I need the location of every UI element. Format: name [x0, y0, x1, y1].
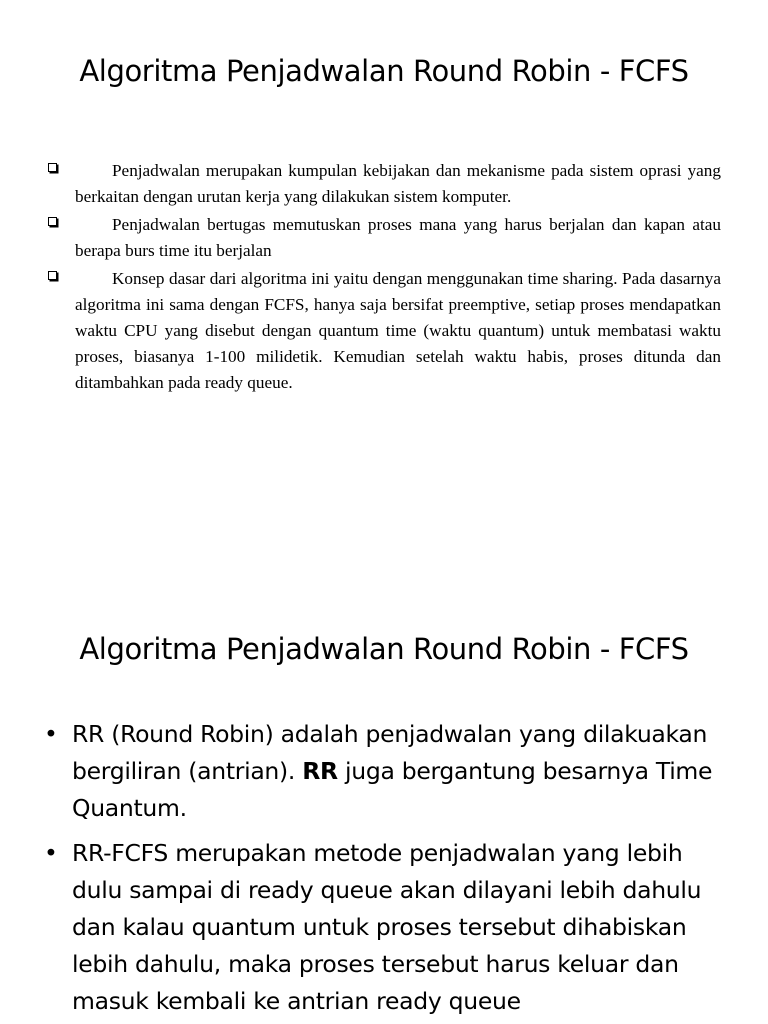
list-item-text: Penjadwalan merupakan kumpulan kebijakan dan mekanisme pada sistem oprasi yang berkaitan dengan urutan kerja yang dilakukan sistem komputer.: [75, 161, 721, 206]
list-item-text-before: RR (Round Robin) adalah penjadwalan yang dilakuakan bergiliran (antrian).: [72, 720, 708, 785]
list-item-text: Konsep dasar dari algoritma ini yaitu dengan menggunakan time sharing. Pada dasarnya algoritma ini sama dengan FCFS, hanya saja bersifat preemptive, setiap proses mendapatkan waktu CPU yang disebut dengan quantum time (waktu quantum) untuk membatasi waktu proses, biasanya 1-100 milidetik. Kemudian setelah waktu habis, proses ditunda dan ditambahkan pada ready queue.: [75, 269, 721, 392]
list-item: [44, 716, 734, 827]
slide-2-bullet-list: [44, 716, 734, 1024]
slide-2-title: Algoritma Penjadwalan Round Robin - FCFS: [79, 632, 689, 666]
slide-2: [0, 576, 768, 1024]
list-item-bold-text: RR: [302, 757, 338, 785]
slide-1-title: Algoritma Penjadwalan Round Robin - FCFS: [79, 54, 689, 88]
hollow-square-bullet-icon: [48, 217, 57, 226]
hollow-square-bullet-icon: [48, 163, 57, 172]
hollow-square-bullet-icon: [48, 271, 57, 280]
list-item-text: RR-FCFS merupakan metode penjadwalan yang lebih dulu sampai di ready queue akan dilayani lebih dahulu dan kalau quantum untuk proses tersebut dihabiskan lebih dahulu, maka proses tersebut harus keluar dan masuk kembali ke antrian ready queue: [72, 839, 702, 1015]
list-item-text-after: juga bergantung besarnya Time Quantum.: [72, 757, 713, 822]
list-item: [48, 158, 721, 210]
list-item: [44, 835, 734, 1020]
list-item: [48, 266, 721, 396]
list-item-text: Penjadwalan bertugas memutuskan proses mana yang harus berjalan dan kapan atau berapa burs time itu berjalan: [75, 215, 721, 260]
bullet-dot-icon: •: [44, 839, 58, 867]
bullet-dot-icon: •: [44, 720, 58, 748]
slide-1-bullet-list: [48, 158, 721, 398]
list-item: [48, 212, 721, 264]
